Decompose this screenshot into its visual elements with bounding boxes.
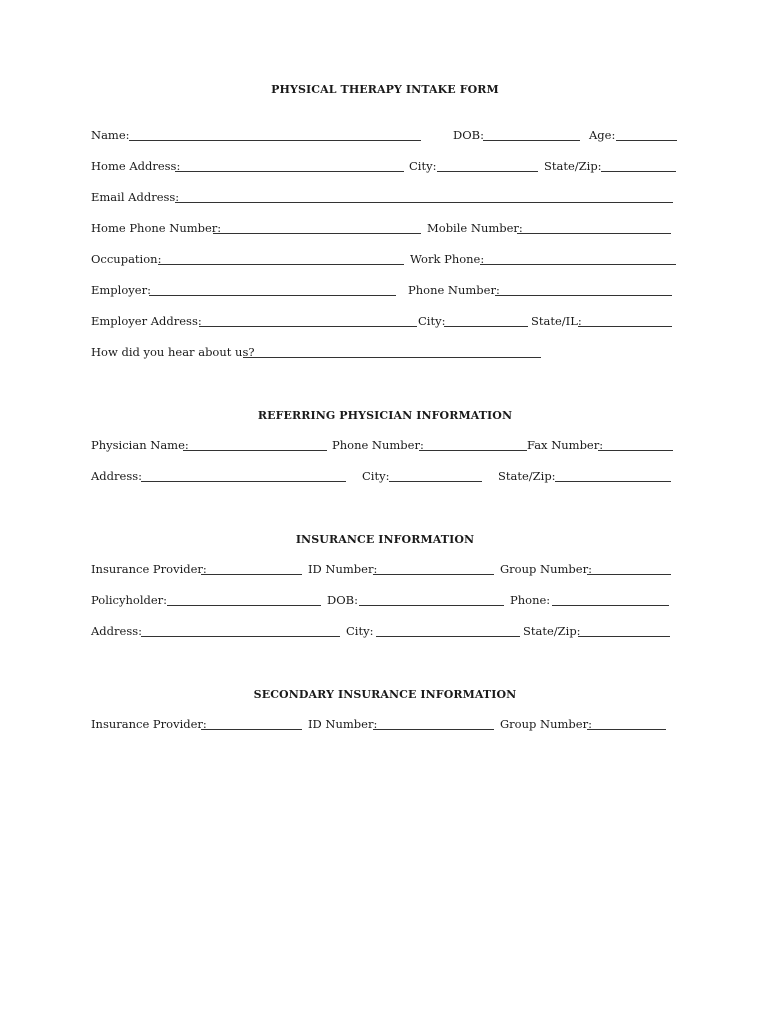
row-phones: [91, 221, 681, 237]
employer-address-field[interactable]: [199, 326, 417, 327]
row-employer: [91, 283, 681, 299]
employer-field[interactable]: [149, 295, 396, 296]
dob-field[interactable]: [483, 140, 580, 141]
row-policyholder: [91, 593, 681, 609]
employer-phone-label: Phone Number:: [408, 283, 500, 297]
secondary-insurance-heading: SECONDARY INSURANCE INFORMATION: [253, 688, 517, 701]
fax-field[interactable]: [598, 450, 673, 451]
row-physician-address: [91, 469, 681, 485]
employer-state-field[interactable]: [578, 326, 672, 327]
occupation-field[interactable]: [158, 264, 404, 265]
insurance-group-field[interactable]: [587, 574, 671, 575]
insurance-id-field[interactable]: [373, 574, 494, 575]
hear-about-field[interactable]: [243, 357, 541, 358]
insurance-group-label: Group Number:: [500, 562, 592, 576]
occupation-label: Occupation:: [91, 252, 162, 266]
secondary-group-field[interactable]: [587, 729, 666, 730]
email-label: Email Address:: [91, 190, 180, 204]
employer-address-label: Employer Address:: [91, 314, 202, 328]
insurance-provider-field[interactable]: [201, 574, 302, 575]
referring-heading: REFERRING PHYSICIAN INFORMATION: [257, 409, 513, 422]
employer-city-field[interactable]: [444, 326, 528, 327]
employer-city-label: City:: [418, 314, 446, 328]
dob-label: DOB:: [453, 128, 484, 142]
physician-state-zip-field[interactable]: [555, 481, 671, 482]
row-email: [91, 190, 681, 206]
physician-state-zip-label: State/Zip:: [498, 469, 556, 483]
age-field[interactable]: [616, 140, 677, 141]
policyholder-dob-field[interactable]: [359, 605, 504, 606]
physician-phone-label: Phone Number:: [332, 438, 424, 452]
employer-state-label: State/IL:: [531, 314, 582, 328]
secondary-group-label: Group Number:: [500, 717, 592, 731]
insurance-city-label: City:: [346, 624, 374, 638]
row-insurance-address: [91, 624, 681, 640]
row-home-address: [91, 159, 681, 175]
policyholder-label: Policyholder:: [91, 593, 168, 607]
city-label: City:: [409, 159, 437, 173]
policyholder-dob-label: DOB:: [327, 593, 358, 607]
home-address-field[interactable]: [175, 171, 404, 172]
age-label: Age:: [589, 128, 616, 142]
insurance-state-zip-field[interactable]: [578, 636, 670, 637]
policyholder-phone-field[interactable]: [552, 605, 669, 606]
home-phone-label: Home Phone Number:: [91, 221, 222, 235]
physician-city-label: City:: [362, 469, 390, 483]
secondary-provider-label: Insurance Provider:: [91, 717, 207, 731]
insurance-state-zip-label: State/Zip:: [523, 624, 581, 638]
physician-address-field[interactable]: [141, 481, 346, 482]
row-insurance-provider: [91, 562, 681, 578]
insurance-address-field[interactable]: [141, 636, 340, 637]
insurance-heading: INSURANCE INFORMATION: [295, 533, 475, 546]
row-hear-about: [91, 345, 681, 361]
row-secondary-provider: [91, 717, 681, 733]
hear-about-label: How did you hear about us?: [91, 345, 255, 359]
row-occupation: [91, 252, 681, 268]
secondary-id-field[interactable]: [373, 729, 494, 730]
policyholder-phone-label: Phone:: [510, 593, 551, 607]
mobile-field[interactable]: [517, 233, 671, 234]
form-title: PHYSICAL THERAPY INTAKE FORM: [271, 83, 499, 96]
name-label: Name:: [91, 128, 130, 142]
email-field[interactable]: [175, 202, 673, 203]
fax-label: Fax Number:: [527, 438, 604, 452]
employer-label: Employer:: [91, 283, 151, 297]
state-zip-field[interactable]: [601, 171, 676, 172]
insurance-city-field[interactable]: [376, 636, 520, 637]
physician-name-label: Physician Name:: [91, 438, 189, 452]
home-phone-field[interactable]: [213, 233, 421, 234]
row-name: [91, 128, 681, 144]
employer-phone-field[interactable]: [495, 295, 672, 296]
policyholder-field[interactable]: [167, 605, 321, 606]
physician-city-field[interactable]: [389, 481, 482, 482]
state-zip-label: State/Zip:: [544, 159, 602, 173]
city-field[interactable]: [437, 171, 538, 172]
physician-phone-field[interactable]: [419, 450, 527, 451]
secondary-id-label: ID Number:: [308, 717, 378, 731]
insurance-id-label: ID Number:: [308, 562, 378, 576]
insurance-address-label: Address:: [91, 624, 143, 638]
mobile-label: Mobile Number:: [427, 221, 523, 235]
work-phone-label: Work Phone:: [410, 252, 485, 266]
home-address-label: Home Address:: [91, 159, 181, 173]
row-employer-address: [91, 314, 681, 330]
row-physician: [91, 438, 681, 454]
physician-name-field[interactable]: [183, 450, 327, 451]
name-field[interactable]: [129, 140, 421, 141]
insurance-provider-label: Insurance Provider:: [91, 562, 207, 576]
secondary-provider-field[interactable]: [201, 729, 302, 730]
work-phone-field[interactable]: [480, 264, 676, 265]
physician-address-label: Address:: [91, 469, 143, 483]
